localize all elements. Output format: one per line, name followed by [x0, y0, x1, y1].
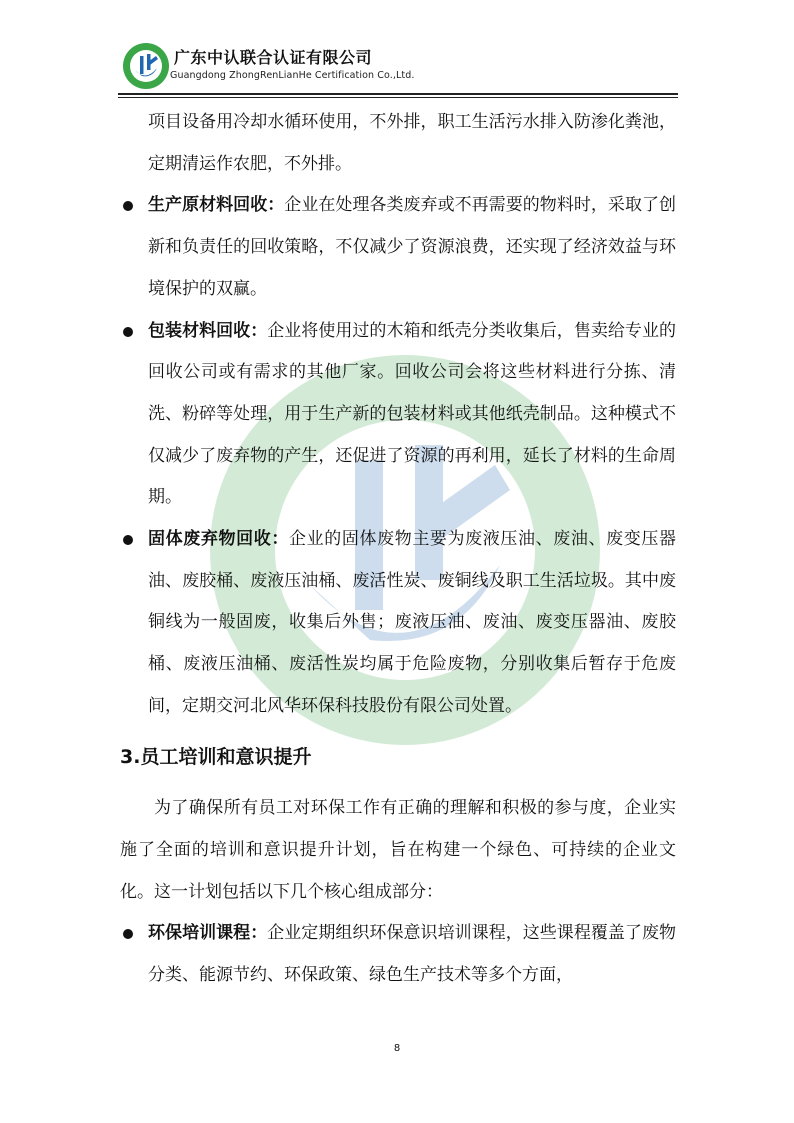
header-rule-thin [118, 97, 678, 98]
bullet-solid-waste-recycling [120, 519, 676, 728]
bullet-text: 企业在处理各类废弃或不再需要的物料时，采取了创新和负责任的回收策略，不仅减少了资源浪费，还实现了经济效益与环境保护的双赢。 [148, 195, 677, 299]
bullet-term: 固体废弃物回收： [148, 529, 289, 550]
bullet-dot-icon [123, 201, 133, 211]
bullet-term: 包装材料回收： [148, 320, 268, 341]
header-rule-thick [118, 93, 678, 95]
company-name-cn: 广东中认联合认证有限公司 [174, 48, 373, 67]
bullet-text: 企业的固体废物主要为废液压油、废油、废变压器油、废胶桶、废液压油桶、废活性炭、废铜线及职工生活垃圾。其中废铜线为一般固废，收集后外售；废液压油、废油、废变压器油、废胶桶、废液压油桶、废活性炭均属于危险废物，分别收集后暂存于危废间，定期交河北风华环保科技股份有限公司处置。 [148, 529, 677, 716]
bullet-dot-icon [123, 535, 133, 545]
bullet-packaging-recycling [120, 311, 676, 520]
document-body [120, 102, 676, 997]
section-paragraph: 为了确保所有员工对环保工作有正确的理解和积极的参与度，企业实施了全面的培训和意识提升计划，旨在构建一个绿色、可持续的企业文化。这一计划包括以下几个核心组成部分： [120, 798, 676, 902]
company-name-en: Guangdong ZhongRenLianHe Certification Co.,Ltd. [170, 70, 415, 81]
bullet-text: 企业定期组织环保意识培训课程，这些课程覆盖了废物分类、能源节约、环保政策、绿色生产技术等多个方面， [148, 923, 676, 986]
section-title: 3.员工培训和意识提升 [120, 745, 312, 768]
page-header [122, 40, 682, 96]
company-seal-logo-icon [122, 42, 170, 90]
bullet-text: 企业将使用过的木箱和纸壳分类收集后，售卖给专业的回收公司或有需求的其他厂家。回收公司会将这些材料进行分拣、清洗、粉碎等处理，用于生产新的包装材料或其他纸壳制品。这种模式不仅减少了废弃物的产生，还促进了资源的再利用，延长了材料的生命周期。 [148, 320, 676, 508]
bullet-raw-material-recycling [120, 185, 676, 310]
bullet-env-training [120, 913, 676, 996]
page-number: 8 [393, 1043, 401, 1054]
intro-continuation: 项目设备用冷却水循环使用，不外排，职工生活污水排入防渗化粪池，定期清运作农肥，不外排。 [148, 112, 676, 174]
bullet-dot-icon [123, 327, 133, 337]
bullet-dot-icon [123, 929, 133, 939]
bullet-term: 环保培训课程： [148, 923, 268, 944]
bullet-term: 生产原材料回收： [148, 195, 285, 216]
